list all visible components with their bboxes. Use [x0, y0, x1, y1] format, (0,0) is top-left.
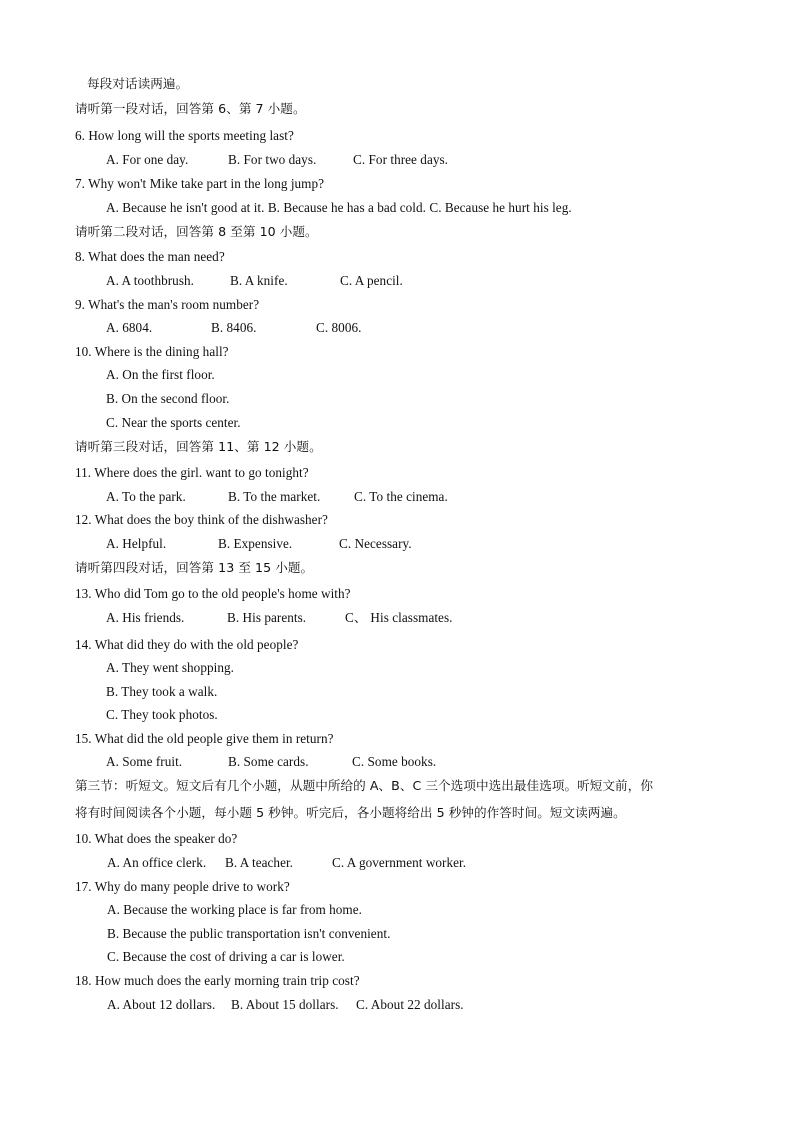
question-6-stem: 6. How long will the sports meeting last?: [75, 128, 294, 143]
question-10-option-c: C. Near the sports center.: [106, 415, 241, 430]
question-14-option-a: A. They went shopping.: [106, 660, 234, 675]
question-17-stem: 17. Why do many people drive to work?: [75, 879, 290, 894]
question-18-stem: 18. How much does the early morning train trip cost?: [75, 973, 360, 988]
question-17-option-a: A. Because the working place is far from home.: [107, 902, 362, 917]
question-11-stem: 11. Where does the girl. want to go tonight?: [75, 465, 309, 480]
question-8-option-b: B. A knife.: [230, 273, 288, 288]
dialogue-4-heading: 请听第四段对话，回答第 13 至 15 小题。: [75, 560, 314, 575]
question-17-option-c: C. Because the cost of driving a car is lower.: [107, 949, 345, 964]
question-16-option-a: A. An office clerk.: [107, 855, 207, 870]
question-13-stem: 13. Who did Tom go to the old people's home with?: [75, 586, 351, 601]
question-15-option-c: C. Some books.: [352, 754, 437, 769]
question-16-stem: 10. What does the speaker do?: [75, 831, 238, 846]
question-15-option-b: B. Some cards.: [228, 754, 309, 769]
question-11-option-c: C. To the cinema.: [354, 489, 448, 504]
question-8-stem: 8. What does the man need?: [75, 249, 225, 264]
question-15-option-a: A. Some fruit.: [106, 754, 183, 769]
question-8-option-a: A. A toothbrush.: [106, 273, 194, 288]
question-16-option-b: B. A teacher.: [225, 855, 294, 870]
question-12-option-a: A. Helpful.: [106, 536, 167, 551]
question-14-option-c: C. They took photos.: [106, 707, 218, 722]
question-18-option-a: A. About 12 dollars.: [107, 997, 216, 1012]
question-10-option-b: B. On the second floor.: [106, 391, 230, 406]
question-18-option-b: B. About 15 dollars.: [231, 997, 339, 1012]
question-10-stem: 10. Where is the dining hall?: [75, 344, 229, 359]
question-9-stem: 9. What's the man's room number?: [75, 297, 260, 312]
question-6-option-a: A. For one day.: [106, 152, 189, 167]
question-12-stem: 12. What does the boy think of the dishwasher?: [75, 512, 328, 527]
question-12-option-c: C. Necessary.: [339, 536, 412, 551]
question-9-option-c: C. 8006.: [316, 320, 362, 335]
question-10-option-a: A. On the first floor.: [106, 367, 215, 382]
dialogue-2-heading: 请听第二段对话，回答第 8 至第 10 小题。: [75, 224, 318, 239]
question-12-option-b: B. Expensive.: [218, 536, 293, 551]
section-3-instructions-line-2: 将有时间阅读各个小题，每小题 5 秒钟。听完后，各小题将给出 5 秒钟的作答时间。短文读两遍。: [75, 805, 626, 820]
question-7-options: A. Because he isn't good at it. B. Because he has a bad cold. C. Because he hurt his leg.: [106, 200, 572, 215]
question-9-option-b: B. 8406.: [211, 320, 257, 335]
section-3-instructions-line-1: 第三节：听短文。短文后有几个小题，从题中所给的 A、B、C 三个选项中选出最佳选项。听短文前，你: [75, 778, 653, 793]
question-14-stem: 14. What did they do with the old people?: [75, 637, 299, 652]
question-7-stem: 7. Why won't Mike take part in the long jump?: [75, 176, 325, 191]
dialogue-1-heading: 请听第一段对话，回答第 6、第 7 小题。: [75, 101, 306, 116]
question-9-option-a: A. 6804.: [106, 320, 153, 335]
question-18-option-c: C. About 22 dollars.: [356, 997, 464, 1012]
question-6-option-b: B. For two days.: [228, 152, 317, 167]
question-13-option-b: B. His parents.: [227, 610, 307, 625]
intro-repeat-note: 每段对话读两遍。: [87, 76, 189, 91]
question-14-option-b: B. They took a walk.: [106, 684, 218, 699]
question-11-option-b: B. To the market.: [228, 489, 321, 504]
question-16-option-c: C. A government worker.: [332, 855, 467, 870]
question-15-stem: 15. What did the old people give them in return?: [75, 731, 334, 746]
question-8-option-c: C. A pencil.: [340, 273, 403, 288]
dialogue-3-heading: 请听第三段对话，回答第 11、第 12 小题。: [75, 439, 322, 454]
question-13-option-c: C、 His classmates.: [345, 610, 453, 625]
question-11-option-a: A. To the park.: [106, 489, 186, 504]
question-6-option-c: C. For three days.: [353, 152, 449, 167]
question-13-option-a: A. His friends.: [106, 610, 185, 625]
question-17-option-b: B. Because the public transportation isn't convenient.: [107, 926, 391, 941]
